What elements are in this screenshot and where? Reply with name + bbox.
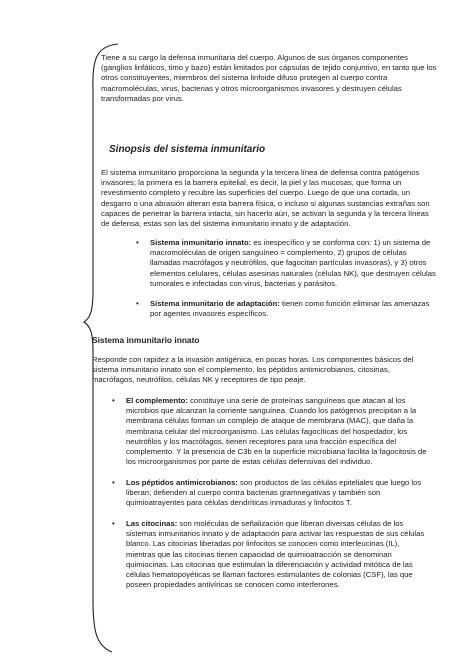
list-item: [112, 478, 431, 509]
bullet-text: es inespecífico y se conforma con: 1) un sistema de macromoléculas de origen sanguíneo = complemento, 2) grupos de células llamadas macrófagos y neutrófilos, que fagocitan partículas invasoras), y 3) otros elementos celulares, células asesinas naturales (células NK), que destruyen células tumorales e infectadas con virus, bacterias y parásitos.: [150, 238, 436, 288]
bullet-text: tienen como función eliminar las amenazas por agentes invasores específicos.: [150, 299, 430, 319]
bullet-text: son productos de las células epiteliales que luego los liberan; defienden al cuerpo contra bacterias gramnegativas y también son quimioatrayentes para células dendríticas inmaduras y linfocitos T.: [126, 478, 422, 508]
list-item: [136, 299, 436, 319]
synopsis-heading: Sinopsis del sistema inmunitario: [109, 144, 266, 155]
intro-paragraph: Tiene a su cargo la defensa inmunitaria del cuerpo. Algunos de sus órganos componentes (ganglios linfáticos, timo y bazo) están limitados por cápsulas de tejido conjuntivo, en tanto que los otros constituyentes, miembros del sistema linfoide difuso protegen al cuerpo contra macromoléculas, virus, bacterias y otros microorganismos invasores y destruyen células transformadas por virus.: [101, 53, 437, 103]
bullet-term: Sistema inmunitario de adaptación:: [150, 299, 280, 308]
list-item: [112, 396, 431, 467]
innato-paragraph: Responde con rapidez a la invasión antigénica, en pocas horas. Los componentes básicos del sistema inmunitario innato son el complemento, los péptidos antimicrobianos, citosinas, macrófagos, neutrófilos, células NK y receptores de tipo peaje.: [92, 355, 414, 385]
bullet-term: Los péptidos antimicrobianos:: [126, 478, 238, 487]
bullet-term: El complemento:: [126, 396, 188, 405]
bullet-term: Sistema inmunitario innato:: [150, 238, 252, 247]
bullet-icon: •: [136, 299, 139, 308]
list-item: [112, 519, 431, 590]
list-item: [136, 238, 436, 289]
bullet-icon: •: [112, 478, 115, 487]
bullet-text: constituye una serie de proteínas sanguíneas que atacan al los microbios que alcanzan la corriente sanguínea. Cuando los patógenos precipitan a la membrana células forman un complejo de ataque de membrana (MAC), que daña la membrana celular del microorganismo. Las células fagocíticas del hospedador, los neutrófilos y los macrófagos, tienen receptores para una fracción específica del complemento. Y la presencia de C3b en la superficie microbiana facilita la fagocitosis de los microorganismos por parte de estas células defensivas del individuo.: [126, 396, 427, 467]
bullet-icon: •: [112, 396, 115, 405]
synopsis-paragraph: El sistema inmunitario proporciona la segunda y la tercera línea de defensa contra patógenos invasores; la primera es la barrera epitelial, es decir, la piel y las mucosas, que forma un revestimiento completo y recubre las superficies del cuerpo. Luego de que una cortada, un desgarro o una abrasión alteran esta barrera física, o incluso si algunas sustancias extrañas son capaces de penetrar la barrera intacta, sin hacerlo aún, se activan la segunda y la tercera líneas de defensa; estas son las del sistema inmunitario innato y de adaptación.: [101, 168, 430, 229]
section-title: Sistema inmunitario innato: [92, 335, 200, 345]
bullet-icon: •: [136, 238, 139, 247]
bullet-icon: •: [112, 519, 115, 528]
bullet-term: Las citocinas:: [126, 519, 178, 528]
bullet-text: son moléculas de señalización que liberan diversas células de los sistemas inmunitarios innato y de adaptación para activar las respuestas de sus células blanco. Las citocinas liberadas por linfocitos se conocen como interleucinas (IL), mientras que las citocinas tienen capacidad de quimioatracción se denominan quimiocinas. Las citocinas que estimulan la diferenciación y actividad mitótica de las células hematopoyéticas se llaman factores estimulantes de colonias (CSF), las que poseen propiedades antivíricas se conocen como interferones.: [126, 519, 425, 590]
